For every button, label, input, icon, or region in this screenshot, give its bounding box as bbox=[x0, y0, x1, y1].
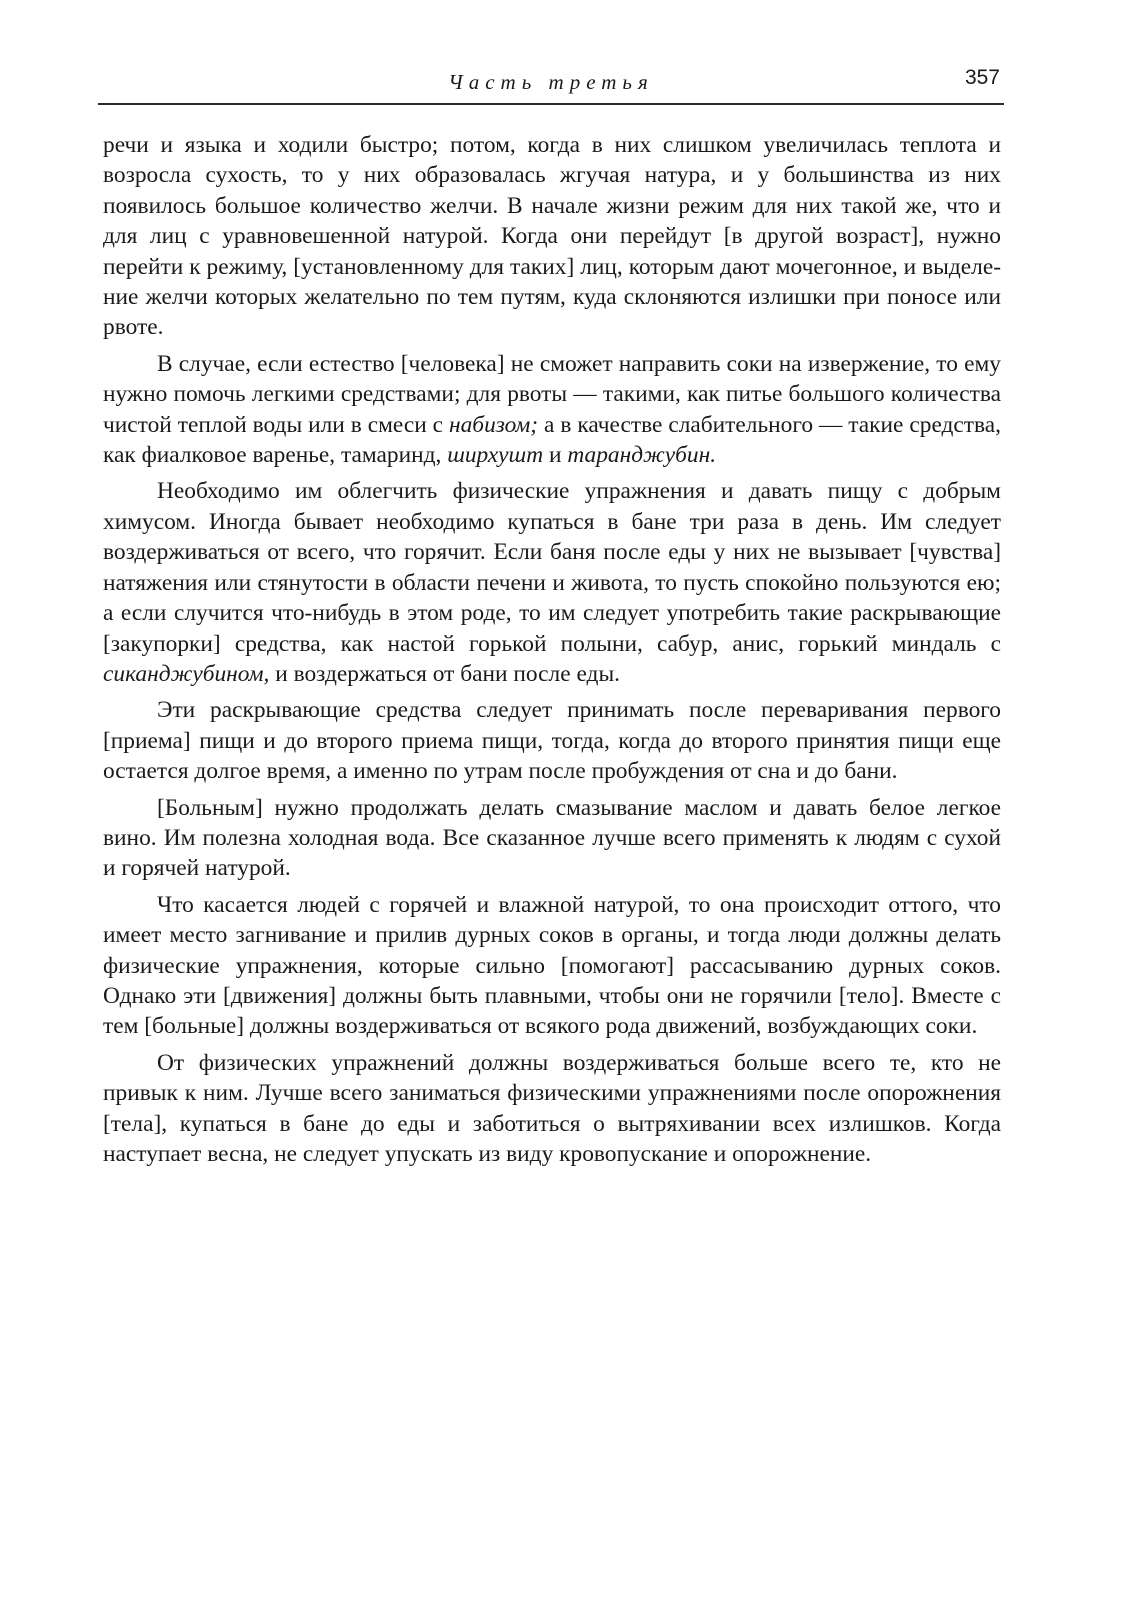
italic-term: таранджубин. bbox=[567, 442, 717, 469]
italic-term: ширхушт bbox=[447, 442, 544, 469]
text-run: Эти раскрывающие средства следует принимать после переваривания первого [приема] пищи и до второго приема пищи, тогда, когда до второго принятия пищи еще остается долгое время, а именно по утрам после пробуждения от сна и до бани. bbox=[103, 697, 1001, 785]
paragraph bbox=[103, 476, 1001, 689]
body-text bbox=[103, 130, 1001, 1175]
text-run: Необходимо им облегчить физические упражнения и давать пищу с добрым химусом. Иногда бывает необходимо купаться в бане три раза в день. Им следует воздерживаться от всего, что горячит. Если баня после еды у них не вызывает [чувства] натяжения или стянутости в области печени и живота, то пусть спокойно пользуются ею; а если случится что-нибудь в этом роде, то им следует употребить такие раскрывающие [закупорки] средства, как настой горькой полыни, сабур, анис, горький миндаль с bbox=[103, 478, 1001, 657]
running-title: Часть третья bbox=[448, 70, 654, 94]
italic-term: сиканджубином, bbox=[103, 660, 270, 687]
text-run: а в качестве слабительного — такие средства, как фиалковое варенье, тамаринд, bbox=[103, 411, 1001, 469]
text-run: и воздержаться от бани после еды. bbox=[269, 660, 621, 687]
paragraph bbox=[103, 130, 1001, 343]
text-run: Что касается людей с горячей и влажной натурой, то она происходит оттого, что имеет место загнивание и прилив дурных соков в органы, и тогда люди должны делать физические упражнения, которые сильно [помогают] рассасыванию дурных соков. Однако эти [движения] должны быть плавными, чтобы они не горячили [тело]. Вместе с тем [больные] должны воздерживаться от всякого рода движений, возбуждающих соки. bbox=[103, 891, 1001, 1040]
text-run: речи и языка и ходили быстро; потом, когда в них слишком увеличилась теплота и возросла сухость, то у них образовалась жгучая натура, и у большинства из них появилось большое количество желчи. В начале жизни режим для них такой же, что и для лиц с уравновешенной натурой. Когда они перейдут [в другой возраст], нужно перейти к режиму, [установленному для таких] лиц, которым дают мочегонное, и выделение желчи которых желательно по тем путям, куда склоняются излишки при поносе или рвоте. bbox=[103, 132, 1001, 341]
text-run: В случае, если естество [человека] не сможет направить соки на извержение, то ему нужно помочь легкими средствами; для рвоты — такими, как питье большого количества чистой теплой воды или в смеси с bbox=[103, 350, 1001, 438]
italic-term: набизом; bbox=[449, 411, 539, 438]
paragraph bbox=[103, 793, 1001, 884]
paragraph bbox=[103, 695, 1001, 786]
paragraph bbox=[103, 1048, 1001, 1170]
paragraph bbox=[103, 349, 1001, 471]
text-run: От физических упражнений должны воздерживаться больше всего те, кто не привык к ним. Лучше всего заниматься физическими упражнениями после опорожнения [тела], купаться в бане до еды и заботиться о вытряхивании всех излишков. Когда наступает весна, не следует упускать из виду кровопускание и опорожнение. bbox=[103, 1049, 1001, 1167]
text-run: и bbox=[543, 442, 568, 469]
page-number: 357 bbox=[964, 66, 1000, 89]
paragraph bbox=[103, 890, 1001, 1042]
running-head bbox=[100, 64, 1002, 104]
text-run: [Больным] нужно продолжать делать смазывание маслом и давать белое легкое вино. Им полезна холодная вода. Все сказанное лучше всего применять к людям с сухой и горячей натурой. bbox=[103, 794, 1001, 882]
header-rule bbox=[98, 103, 1004, 105]
